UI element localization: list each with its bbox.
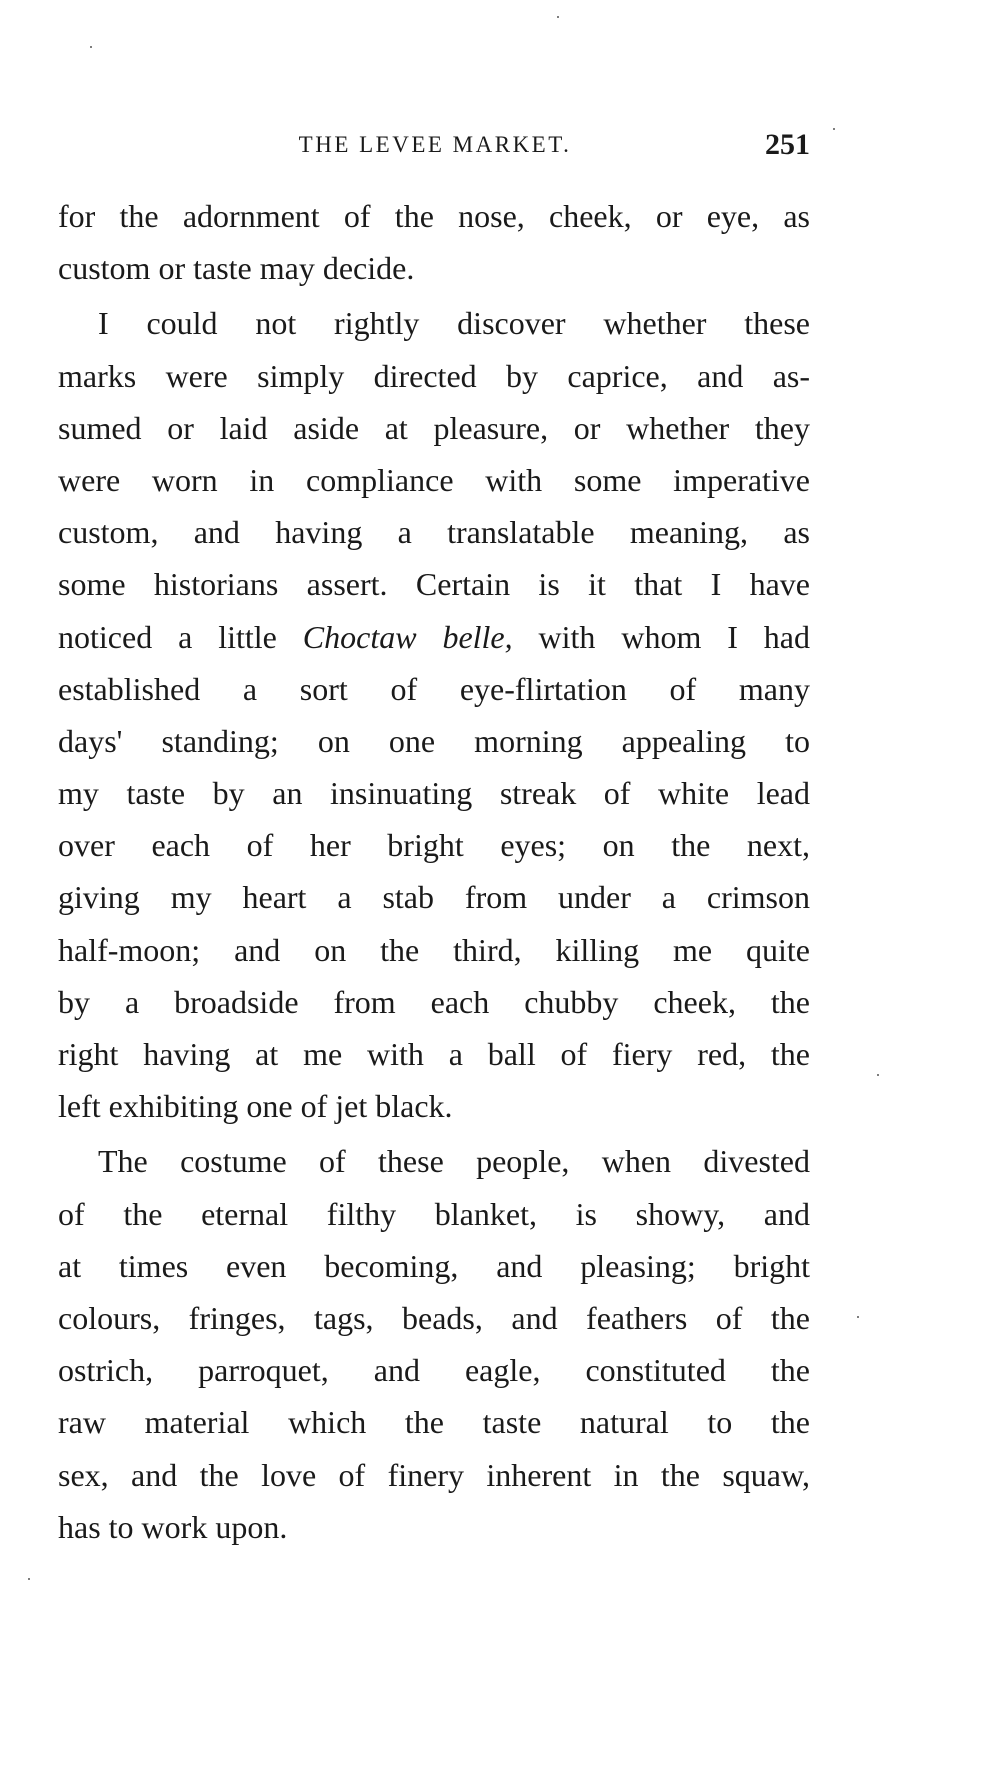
text-line: established a sort of eye-flirtation of many: [58, 670, 810, 707]
text-line: were worn in compliance with some imperative: [58, 461, 810, 498]
text-line: some historians assert. Certain is it that I have: [58, 566, 810, 603]
scan-speck: [557, 16, 559, 18]
text-line: raw material which the taste natural to the: [58, 1404, 810, 1441]
text-line: colours, fringes, tags, beads, and feathers of the: [58, 1299, 810, 1336]
text-line: custom or taste may decide.: [58, 250, 415, 287]
text-line: sumed or laid aside at pleasure, or whether they: [58, 409, 810, 446]
text-line: I could not rightly discover whether these: [98, 305, 810, 342]
scan-speck: [877, 1074, 879, 1076]
scan-speck: [857, 1316, 859, 1318]
paragraph: [58, 190, 810, 294]
text-line: over each of her bright eyes; on the next,: [58, 827, 810, 864]
text-line: of the eternal filthy blanket, is showy, and: [58, 1195, 810, 1232]
text-run: noticed a little: [58, 618, 303, 655]
scan-speck: [28, 1578, 30, 1580]
text-line: at times even becoming, and pleasing; bright: [58, 1247, 810, 1284]
text-line: The costume of these people, when divested: [98, 1143, 810, 1180]
text-line: half-moon; and on the third, killing me quite: [58, 931, 810, 968]
text-line: has to work upon.: [58, 1508, 288, 1545]
page-number: 251: [765, 128, 810, 161]
scan-speck: [90, 46, 92, 48]
body-text: [58, 190, 810, 1553]
text-run: with whom I had: [512, 618, 811, 655]
scan-speck: [833, 128, 835, 130]
italic-phrase: Choctaw belle,: [302, 618, 513, 655]
text-line: my taste by an insinuating streak of white lead: [58, 775, 810, 812]
text-line: right having at me with a ball of fiery red, the: [58, 1036, 810, 1072]
running-head: [60, 128, 810, 168]
running-title: THE LEVEE MARKET.: [298, 132, 572, 157]
text-line: by a broadside from each chubby cheek, the: [58, 983, 810, 1020]
text-line: [58, 611, 810, 663]
paragraph: [58, 297, 810, 1132]
text-line: marks were simply directed by caprice, and as-: [58, 357, 810, 394]
text-line: giving my heart a stab from under a crimson: [58, 879, 810, 916]
text-line: days' standing; on one morning appealing to: [58, 722, 810, 759]
text-line: ostrich, parroquet, and eagle, constituted the: [58, 1352, 810, 1389]
text-line: left exhibiting one of jet black.: [58, 1088, 453, 1125]
text-line: custom, and having a translatable meaning, as: [58, 514, 810, 551]
text-line: sex, and the love of finery inherent in the squaw,: [58, 1456, 810, 1493]
paragraph: [58, 1135, 810, 1553]
text-line: for the adornment of the nose, cheek, or eye, as: [58, 198, 810, 234]
